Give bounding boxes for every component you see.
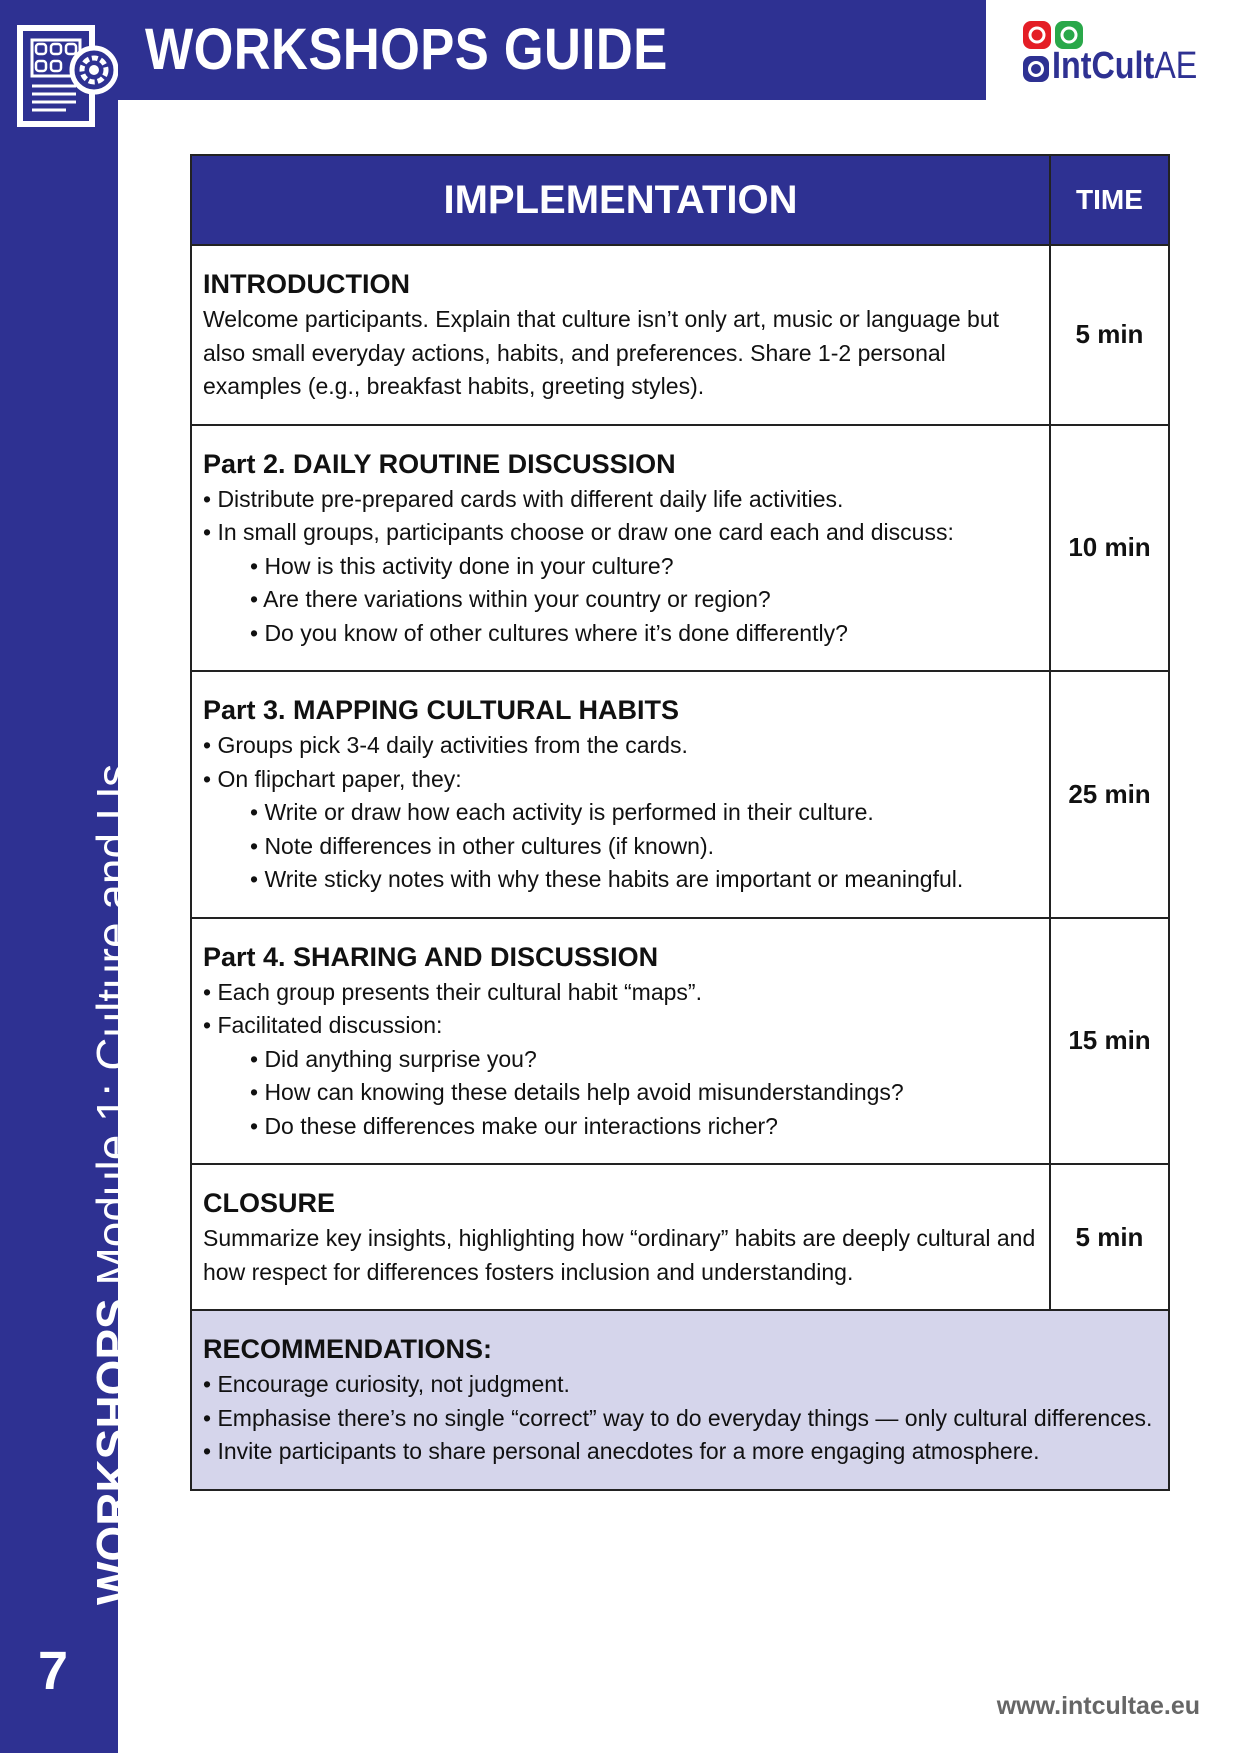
- document-gear-icon: [16, 24, 120, 132]
- section-title: INTRODUCTION: [203, 269, 410, 299]
- row-time: 5 min: [1075, 1221, 1144, 1252]
- sub-list-item: • Did anything surprise you?: [250, 1045, 537, 1072]
- intcultae-logo: [1022, 20, 1207, 90]
- table-row-part-2: [192, 424, 1168, 671]
- section-text: Welcome participants. Explain that culture isn’t only art, music or language but also small everyday actions, habits, and preferences. Share 1-2 personal examples (e.g., breakfast habits, greeting styles).: [203, 306, 1000, 399]
- row-time: 5 min: [1075, 319, 1144, 350]
- section-title: Part 4. SHARING AND DISCUSSION: [203, 941, 659, 972]
- logo-blue-mark-icon: [1022, 55, 1050, 83]
- sub-list-item: • Do you know of other cultures where it’s done differently?: [250, 619, 848, 646]
- sub-list-item: • Do these differences make our interactions richer?: [250, 1112, 778, 1139]
- row-time: 15 min: [1068, 1025, 1151, 1056]
- list-item: • Encourage curiosity, not judgment.: [203, 1371, 570, 1397]
- list-item: • On flipchart paper, they:: [203, 765, 462, 792]
- table-row-part-3: [192, 670, 1168, 917]
- page-title: WORKSHOPS GUIDE: [145, 17, 668, 82]
- section-title: Part 2. DAILY ROUTINE DISCUSSION: [203, 448, 676, 479]
- list-item: • Invite participants to share personal anecdotes for a more engaging atmosphere.: [203, 1438, 1040, 1464]
- recommendations-title: RECOMMENDATIONS:: [203, 1334, 492, 1364]
- row-time: 25 min: [1068, 778, 1151, 809]
- list-item: • Distribute pre-prepared cards with different daily life activities.: [203, 485, 844, 512]
- sub-list-item: • Are there variations within your country or region?: [250, 586, 771, 612]
- recommendations-box: [192, 1309, 1168, 1489]
- header-time: TIME: [1076, 184, 1143, 215]
- section-title: Part 3. MAPPING CULTURAL HABITS: [203, 695, 680, 725]
- logo-text: IntCultAE: [1052, 45, 1198, 87]
- website-link[interactable]: www.intcultae.eu: [996, 1692, 1200, 1720]
- list-item: • Groups pick 3-4 daily activities from the cards.: [203, 732, 688, 758]
- row-time: 10 min: [1068, 532, 1151, 563]
- section-text: Summarize key insights, highlighting how “ordinary” habits are deeply cultural and how respect for differences fosters inclusion and understanding.: [203, 1225, 1036, 1285]
- row-content: [192, 246, 1051, 424]
- table-header: [192, 156, 1168, 244]
- sub-list-item: • How is this activity done in your culture?: [250, 552, 674, 579]
- list-item: • In small groups, participants choose or draw one card each and discuss:: [203, 519, 954, 545]
- implementation-table: [190, 154, 1170, 1491]
- sidebar: [0, 0, 139, 1753]
- sub-list-item: • Write or draw how each activity is performed in their culture.: [250, 799, 874, 825]
- section-title: CLOSURE: [203, 1188, 336, 1218]
- list-item: • Each group presents their cultural habit “maps”.: [203, 978, 702, 1005]
- sub-list-item: • Write sticky notes with why these habits are important or meaningful.: [250, 866, 964, 892]
- row-content: [192, 672, 1051, 917]
- table-row-introduction: [192, 244, 1168, 424]
- sidebar-vertical-label: WORKSHOPS Module 1: Culture and Us: [87, 763, 139, 1605]
- list-item: • Facilitated discussion:: [203, 1012, 443, 1038]
- table-row-part-4: [192, 917, 1168, 1164]
- sub-list-item: • Note differences in other cultures (if known).: [250, 832, 715, 859]
- page-number: 7: [38, 1641, 69, 1701]
- header-implementation: IMPLEMENTATION: [192, 156, 1051, 244]
- row-content: [192, 919, 1051, 1164]
- list-item: • Emphasise there’s no single “correct” way to do everyday things — only cultural differences.: [203, 1404, 1153, 1431]
- sub-list-item: • How can knowing these details help avoid misunderstandings?: [250, 1079, 904, 1105]
- table-row-closure: [192, 1163, 1168, 1309]
- row-content: [192, 426, 1051, 671]
- row-content: [192, 1165, 1051, 1309]
